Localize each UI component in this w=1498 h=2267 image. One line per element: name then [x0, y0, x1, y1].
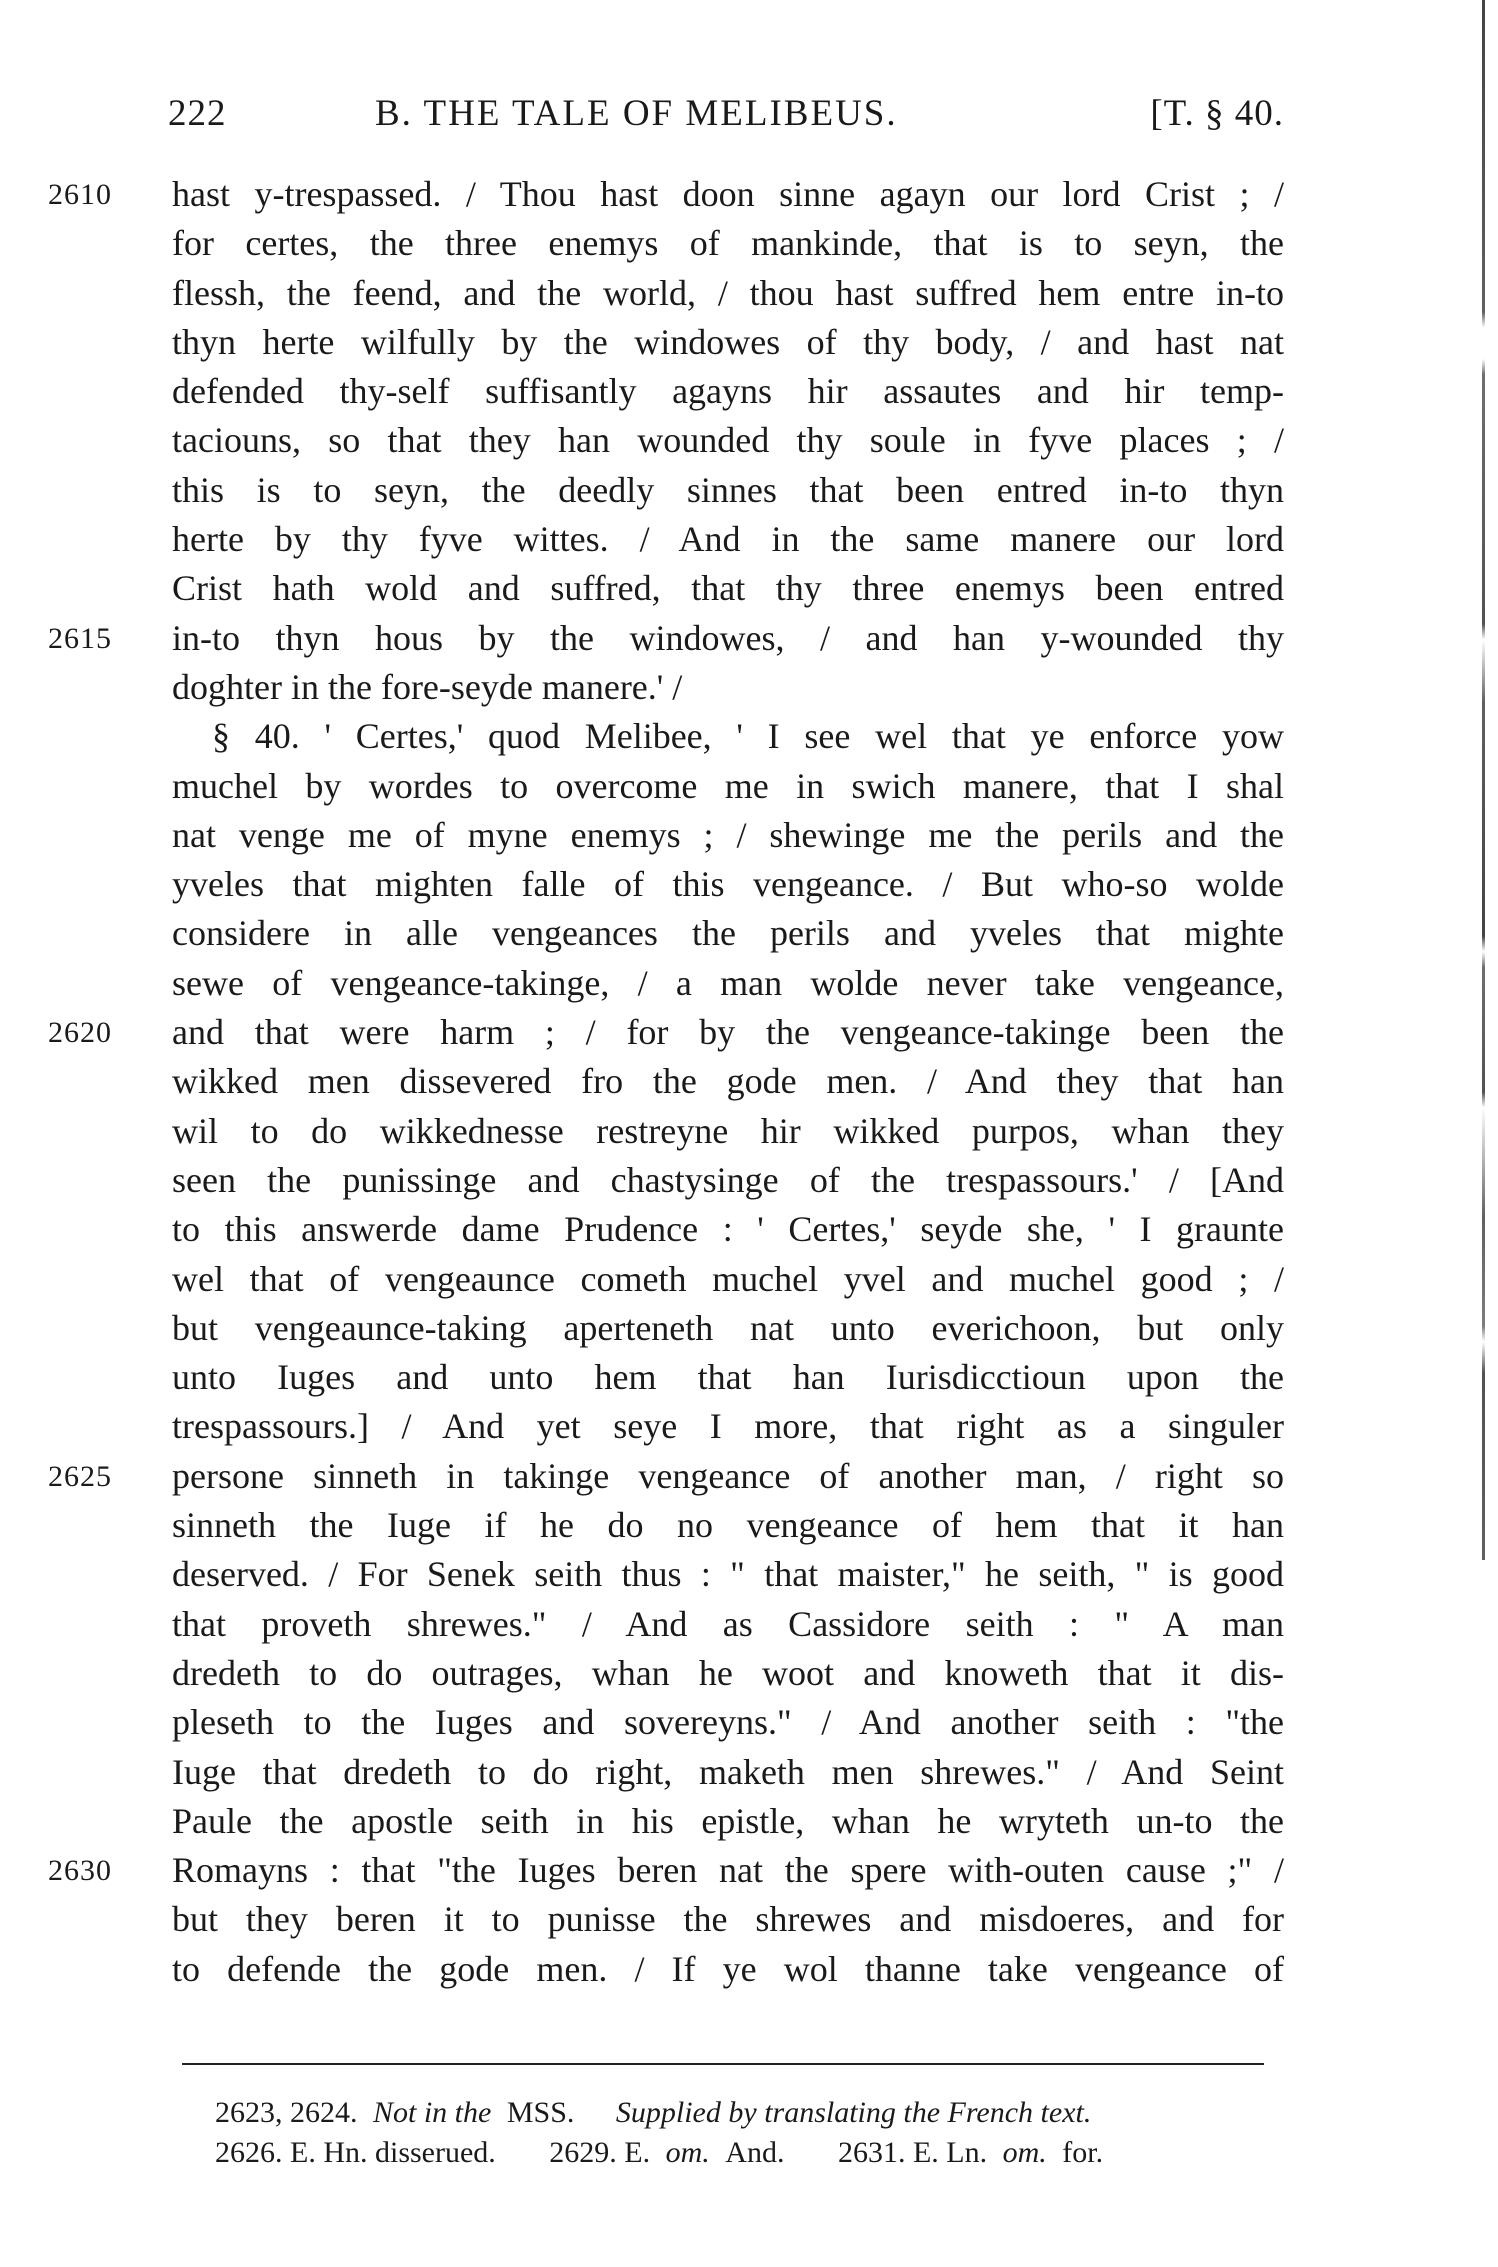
footnote-variant: 2631. E. Ln.	[837, 2136, 988, 2169]
line-text: pleseth to the Iuges and sovereyns." / And another seith : "the	[172, 1702, 1284, 1743]
text-line	[172, 269, 1284, 318]
line-text: unto Iuges and unto hem that han Iurisdicctioun upon the	[172, 1357, 1284, 1398]
footnote-variant: 2629. E.	[549, 2136, 651, 2169]
line-text: doghter in the fore-seyde manere.' /	[172, 666, 683, 707]
text-line	[172, 1057, 1284, 1106]
line-text: wikked men dissevered fro the gode men. / And they that han	[172, 1061, 1284, 1102]
line-text: hast y-trespassed. / Thou hast doon sinne agayn our lord Crist ; /	[172, 174, 1284, 214]
line-text: wil to do wikkednesse restreyne hir wikked purpos, whan they	[172, 1110, 1284, 1151]
line-text: flessh, the feend, and the world, / thou hast suffred hem entre in-to	[172, 272, 1284, 313]
text-line	[172, 1945, 1284, 1994]
text-line	[172, 762, 1284, 811]
line-text: persone sinneth in takinge vengeance of another man, / right so	[172, 1455, 1284, 1496]
text-line	[48, 614, 1284, 663]
text-line	[172, 466, 1284, 515]
text-line	[172, 712, 1284, 761]
text-line	[172, 1402, 1284, 1451]
line-text: Romayns : that "the Iuges beren nat the spere with-outen cause ;" /	[172, 1850, 1284, 1891]
line-text: sewe of vengeance-takinge, / a man wolde never take vengeance,	[172, 962, 1284, 1003]
line-text: muchel by wordes to overcome me in swich manere, that I shal	[172, 765, 1284, 806]
text-line	[172, 318, 1284, 367]
text-line	[172, 1550, 1284, 1599]
footnote-line	[215, 2093, 1295, 2133]
text-line	[48, 170, 1284, 219]
running-title: B. THE TALE OF MELIBEUS.	[375, 93, 898, 134]
line-number: 2630	[48, 1854, 112, 1888]
text-line	[172, 1156, 1284, 1205]
footnote-mss: MSS.	[506, 2096, 575, 2129]
text-line	[172, 1600, 1284, 1649]
text-line	[172, 219, 1284, 268]
text-line	[48, 1452, 1284, 1501]
footnote-variant: 2626. E. Hn. disserued.	[215, 2136, 496, 2169]
line-text: but vengeaunce-taking aperteneth nat unto everichoon, but only	[172, 1307, 1284, 1348]
footnote-omit: om.	[665, 2136, 710, 2169]
line-text: wel that of vengeaunce cometh muchel yvel and muchel good ; /	[172, 1258, 1284, 1299]
text-line	[172, 564, 1284, 613]
line-text: in-to thyn hous by the windowes, / and han y-wounded thy	[172, 617, 1284, 658]
line-text: nat venge me of myne enemys ; / shewinge me the perils and the	[172, 814, 1284, 855]
text-line	[172, 1748, 1284, 1797]
text-line	[172, 1255, 1284, 1304]
line-text: defended thy-self suffisantly agayns hir assautes and hir temp-	[172, 371, 1284, 412]
line-text: this is to seyn, the deedly sinnes that been entred in-to thyn	[172, 469, 1284, 510]
line-text: considere in alle vengeances the perils and yveles that mighte	[172, 913, 1284, 954]
text-line	[172, 367, 1284, 416]
text-line	[172, 1304, 1284, 1353]
line-text: dredeth to do outrages, whan he woot and knoweth that it dis-	[172, 1652, 1284, 1693]
line-text: for certes, the three enemys of mankinde, that is to seyn, the	[172, 223, 1284, 264]
line-number: 2610	[48, 178, 112, 211]
line-text: that proveth shrewes." / And as Cassidore seith : " A man	[172, 1603, 1284, 1644]
text-line	[172, 1649, 1284, 1698]
line-text: sinneth the Iuge if he do no vengeance of hem that it han	[172, 1505, 1284, 1546]
running-header	[168, 92, 1284, 144]
line-number: 2625	[48, 1459, 112, 1493]
line-text: yveles that mighten falle of this vengeance. / But who-so wolde	[172, 864, 1284, 905]
line-text: herte by thy fyve wittes. / And in the same manere our lord	[172, 519, 1284, 560]
line-text: trespassours.] / And yet seye I more, that right as a singuler	[172, 1406, 1284, 1447]
text-line	[172, 811, 1284, 860]
line-text: seen the punissinge and chastysinge of the trespassours.' / [And	[172, 1159, 1284, 1200]
section-marker: [T. § 40.	[1150, 93, 1284, 134]
line-number: 2620	[48, 1016, 112, 1050]
footnote-variant: for.	[1062, 2136, 1104, 2169]
footnote-supplied: Supplied by translating the French text.	[615, 2096, 1092, 2129]
line-text: Paule the apostle seith in his epistle, whan he wryteth un-to the	[172, 1800, 1284, 1841]
text-line	[172, 860, 1284, 909]
line-text: but they beren it to punisse the shrewes and misdoeres, and for	[172, 1899, 1284, 1940]
text-line	[48, 1008, 1284, 1057]
text-line	[172, 1895, 1284, 1944]
footnote-note: Not in the	[373, 2096, 492, 2129]
text-line	[172, 1797, 1284, 1846]
line-text: to this answerde dame Prudence : ' Certes,' seyde she, ' I graunte	[172, 1209, 1284, 1250]
line-text: deserved. / For Senek seith thus : " that maister," he seith, " is good	[172, 1554, 1284, 1595]
text-line	[172, 1107, 1284, 1156]
text-line	[172, 1501, 1284, 1550]
text-line	[172, 1353, 1284, 1402]
footnote-line	[215, 2133, 1295, 2173]
text-line	[172, 416, 1284, 465]
main-text-block	[48, 170, 1284, 1994]
line-text: taciouns, so that they han wounded thy soule in fyve places ; /	[172, 420, 1284, 461]
footnote-ref: 2623, 2624.	[215, 2096, 358, 2129]
line-text: and that were harm ; / for by the vengeance-takinge been the	[172, 1012, 1284, 1053]
text-line	[172, 909, 1284, 958]
line-text: thyn herte wilfully by the windowes of thy body, / and hast nat	[172, 321, 1284, 362]
footnote-omit: om.	[1002, 2136, 1047, 2169]
footnotes	[215, 2093, 1295, 2173]
footnote-variant: And.	[725, 2136, 785, 2169]
text-line	[172, 1698, 1284, 1747]
text-line	[48, 1846, 1284, 1895]
line-text: to defende the gode men. / If ye wol thanne take vengeance of	[172, 1948, 1284, 1989]
text-line	[172, 515, 1284, 564]
line-text: § 40. ' Certes,' quod Melibee, ' I see wel that ye enforce yow	[212, 716, 1284, 757]
line-text: Iuge that dredeth to do right, maketh men shrewes." / And Seint	[172, 1751, 1284, 1792]
page-number: 222	[168, 93, 227, 134]
page-edge-shadow	[1482, 0, 1485, 1560]
text-line	[172, 959, 1284, 1008]
line-number: 2615	[48, 621, 112, 655]
text-line	[172, 663, 1284, 712]
line-text: Crist hath wold and suffred, that thy three enemys been entred	[172, 568, 1284, 609]
text-line	[172, 1205, 1284, 1254]
footnote-rule	[182, 2063, 1264, 2065]
